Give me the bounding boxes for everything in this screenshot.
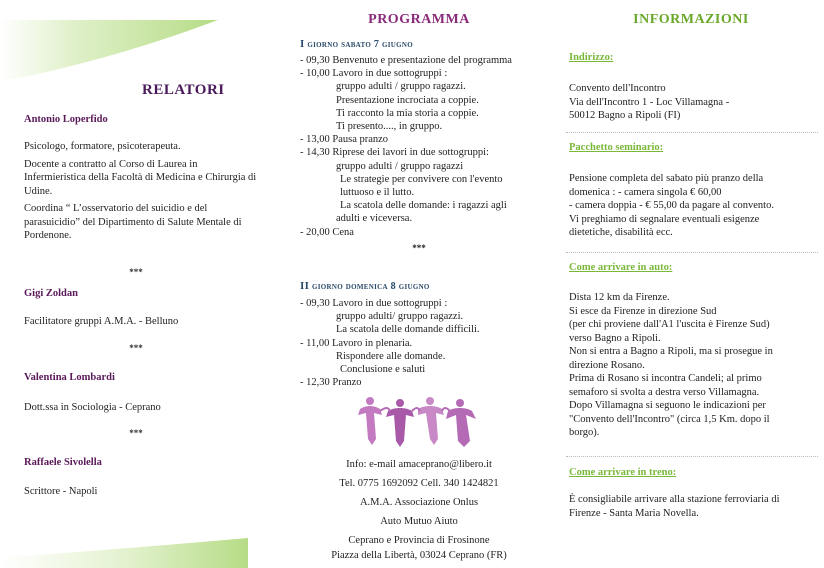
day-2-number: II (300, 280, 310, 292)
day-1-title (300, 38, 413, 50)
contact-place: Ceprano e Provincia di Frosinone (348, 535, 490, 546)
relatori-panel (0, 0, 272, 568)
auto-line: borgo). (569, 427, 600, 438)
schedule-item: Ti presento...., in gruppo. (336, 121, 443, 133)
indirizzo-line: Convento dell'Incontro (569, 83, 666, 94)
schedule-item: - 12,30 Pranzo (300, 377, 362, 389)
person-name-2: Gigi Zoldan (24, 288, 78, 299)
person-name-4: Raffaele Sivolella (24, 457, 102, 468)
schedule-item: - 09,30 Benvenuto e presentazione del programma (300, 55, 512, 66)
auto-line: verso Bagno a Ripoli. (569, 332, 661, 344)
treno-line: Firenze - Santa Maria Novella. (569, 507, 699, 519)
pacchetto-label: Pacchetto seminario: (569, 142, 664, 153)
person-bio-1 (24, 140, 260, 247)
day-1-schedule (300, 54, 550, 239)
separator: *** (129, 267, 143, 277)
contact-block (288, 458, 550, 568)
schedule-item: luttuoso e il lutto. (340, 187, 415, 199)
indirizzo-text (569, 82, 819, 123)
relatori-title: RELATORI (142, 82, 225, 98)
pacchetto-line: domenica : - camera singola € 60,00 (569, 186, 722, 198)
schedule-item: Presentazione incrociata a coppie. (336, 94, 479, 106)
pacchetto-line: dietetiche, disabilità ecc. (569, 227, 673, 238)
schedule-item: Conclusione e saluti (340, 364, 426, 376)
schedule-item: Le strategie per convivere con l'evento (340, 173, 503, 185)
contact-email: Info: e-mail amaceprano@libero.it (346, 459, 492, 470)
treno-text (569, 493, 819, 520)
pacchetto-line: Vi preghiamo di segnalare eventuali esigenze (569, 213, 760, 225)
informazioni-title: INFORMAZIONI (633, 12, 749, 27)
schedule-item: - 20,00 Cena (300, 226, 354, 238)
schedule-item: La scatola delle domande: i ragazzi agli (340, 200, 507, 212)
schedule-item: Ti racconto la mia storia a coppie. (336, 107, 479, 119)
day-2-schedule (300, 297, 550, 389)
auto-line: "Convento dell'Incontro" (circa 1,5 Km. dopo il (569, 413, 770, 425)
person-bio-4: Scrittore - Napoli (24, 486, 98, 497)
divider (566, 252, 818, 253)
pacchetto-line: - camera doppia - € 55,00 da pagare al convento. (569, 200, 774, 211)
separator: *** (412, 243, 426, 253)
contact-association: A.M.A. Associazione Onlus (359, 497, 479, 508)
bio-line: Coordina “ L’osservatorio del suicidio e del parasuicidio” del Dipartimento di Salute Mentale di Pordenone. (24, 203, 242, 241)
auto-line: semaforo si svolta a destra verso Villamagna. (569, 386, 760, 398)
treno-label: Come arrivare in treno: (569, 467, 677, 478)
auto-line: Non si entra a Bagno a Ripoli, ma si prosegue in (569, 346, 773, 357)
separator: *** (129, 343, 143, 353)
green-swoosh-top (0, 0, 272, 80)
green-band-bottom (0, 534, 272, 568)
contact-phone: Tel. 0775 1692092 Cell. 340 1424821 (339, 478, 499, 489)
day-1-number: I (300, 38, 305, 50)
auto-line: Si esce da Firenze in direzione Sud (569, 305, 717, 317)
programma-panel (288, 0, 550, 568)
dancing-figures-logo (356, 395, 480, 449)
indirizzo-line: Via dell'Incontro 1 - Loc Villamagna - (569, 96, 730, 108)
treno-line: È consigliabile arrivare alla stazione ferroviaria di (569, 494, 780, 505)
auto-line: direzione Rosano. (569, 359, 645, 371)
auto-label: Come arrivare in auto: (569, 262, 673, 273)
auto-line: Prima di Rosano si incontra Candeli; al primo (569, 373, 762, 384)
schedule-item: gruppo adulti / gruppo ragazzi. (336, 81, 466, 93)
person-bio-2: Facilitatore gruppi A.M.A. - Belluno (24, 316, 179, 327)
schedule-item: La scatola delle domande difficili. (336, 324, 480, 336)
day-1-label: giorno sabato 7 giugno (304, 39, 413, 50)
indirizzo-line: 50012 Bagno a Ripoli (FI) (569, 110, 681, 121)
person-name-1: Antonio Loperfido (24, 114, 108, 125)
schedule-item: - 14,30 Riprese dei lavori in due sottogruppi: (300, 147, 489, 159)
schedule-item: adulti e viceversa. (336, 213, 413, 225)
day-2-label: giorno domenica 8 giugno (309, 281, 430, 292)
informazioni-panel (558, 0, 824, 568)
divider (566, 456, 818, 457)
schedule-item: - 13,00 Pausa pranzo (300, 134, 389, 146)
divider (566, 132, 818, 133)
auto-line: Dista 12 km da Firenze. (569, 292, 670, 303)
schedule-item: - 11,00 Lavoro in plenaria. (300, 337, 413, 349)
indirizzo-label: Indirizzo: (569, 52, 614, 63)
pacchetto-line: Pensione completa del sabato più pranzo della (569, 173, 764, 184)
auto-line: Dopo Villamagna si seguono le indicazioni per (569, 400, 766, 411)
day-2-title (300, 280, 430, 292)
schedule-item: gruppo adulti/ gruppo ragazzi. (336, 311, 464, 323)
schedule-item: - 10,00 Lavoro in due sottogruppi : (300, 68, 448, 80)
auto-line: (per chi proviene dall'A1 l'uscita è Firenze Sud) (569, 319, 770, 330)
pacchetto-text (569, 172, 819, 240)
contact-motto: Auto Mutuo Aiuto (380, 516, 458, 527)
person-name-3: Valentina Lombardi (24, 372, 115, 383)
bio-line: Psicologo, formatore, psicoterapeuta. (24, 141, 181, 152)
schedule-item: gruppo adulti / gruppo ragazzi (336, 160, 464, 172)
schedule-item: - 09,30 Lavoro in due sottogruppi : (300, 298, 448, 309)
bio-line: Docente a contratto al Corso di Laurea in Infermieristica della Facoltà di Medicina e Chirurgia di Udine. (24, 158, 257, 197)
contact-address: Piazza della Libertà, 03024 Ceprano (FR) (331, 550, 507, 561)
programma-title: PROGRAMMA (368, 12, 470, 27)
separator: *** (129, 428, 143, 438)
schedule-item: Rispondere alle domande. (336, 350, 446, 362)
auto-text (569, 291, 819, 440)
person-bio-3: Dott.ssa in Sociologia - Ceprano (24, 402, 161, 413)
